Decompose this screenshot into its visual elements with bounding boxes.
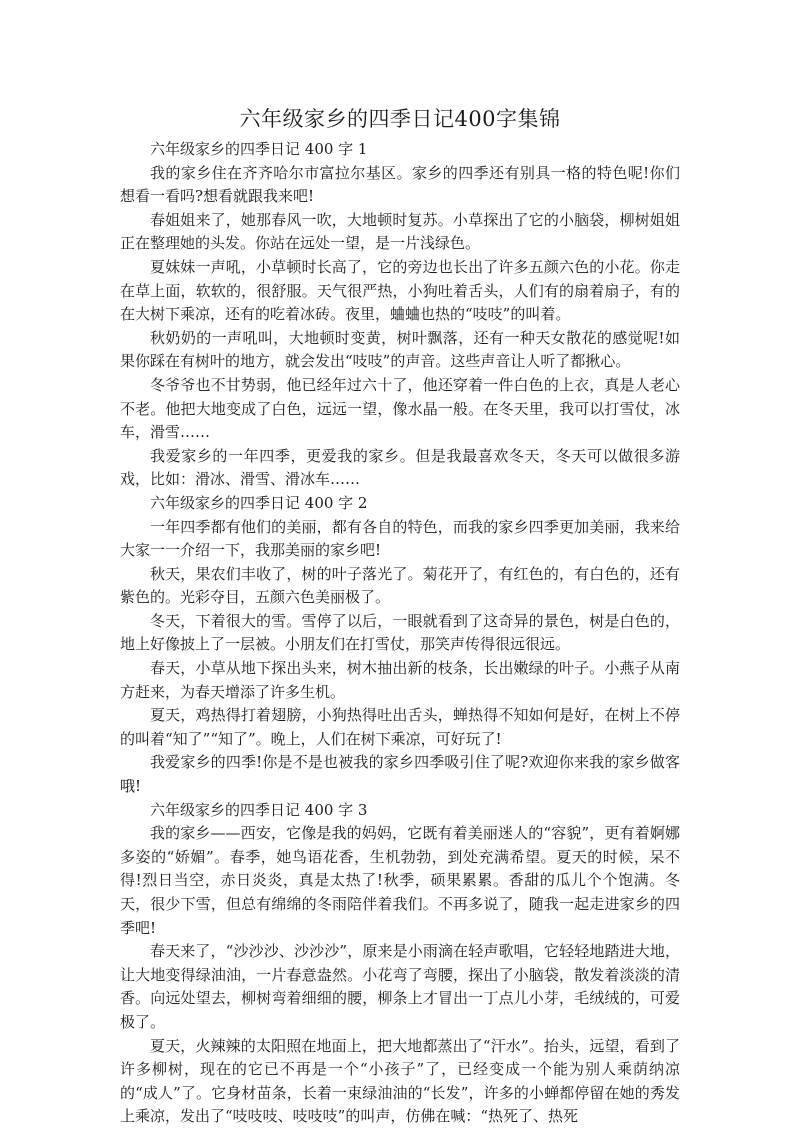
paragraph: 秋奶奶的一声吼叫，大地顿时变黄，树叶飘落，还有一种天女散花的感觉呢!如果你踩在有树叶的地方，就会发出“吱吱”的声音。这些声音让人听了都揪心。 [120,328,680,371]
paragraph: 夏天，火辣辣的太阳照在地面上，把大地都蒸出了“汗水”。抬头，远望，看到了许多柳树，现在的它已不再是一个“小孩子”了，已经变成一个能为别人乘荫纳凉的“成人”了。它身材苗条，长着一束绿油油的“长发”，许多的小蝉都停留在她的秀发上乘凉，发出了“吱吱吱、吱吱吱”的叫声，仿佛在喊：“热死了、热死 [120,1036,680,1126]
paragraph: 我的家乡住在齐齐哈尔市富拉尔基区。家乡的四季还有别具一格的特色呢!你们想看一看吗?想看就跟我来吧! [120,163,680,206]
paragraph: 夏天，鸡热得打着翅膀，小狗热得吐出舌头，蝉热得不知如何是好，在树上不停的叫着“知了”“知了”。晚上，人们在树下乘凉，可好玩了! [120,706,680,748]
essay-3 [120,799,680,1129]
document-page [120,104,680,1129]
paragraph: 夏妹妹一声吼，小草顿时长高了，它的旁边也长出了许多五颜六色的小花。你走在草上面，软软的，很舒服。天气很严热，小狗吐着舌头，人们有的扇着扇子，有的在大树下乘凉，还有的吃着冰砖。夜里，蛐蛐也热的“吱吱”的叫着。 [120,257,680,324]
paragraph: 我的家乡——西安，它像是我的妈妈，它既有着美丽迷人的“容貌”，更有着婀娜多姿的“娇媚”。春季，她鸟语花香，生机勃勃，到处充满希望。夏天的时候，呆不得!烈日当空，赤日炎炎，真是太热了!秋季，硕果累累。香甜的瓜儿个个饱满。冬天，很少下雪，但总有绵绵的冬雨陪伴着我们。不再多说了，随我一起走进家乡的四季吧! [120,824,680,937]
paragraph: 春天来了，“沙沙沙、沙沙沙”，原来是小雨滴在轻声歌唱，它轻轻地踏进大地，让大地变得绿油油，一片春意盎然。小花弯了弯腰，探出了小脑袋，散发着淡淡的清香。向远处望去，柳树弯着细细的腰，柳条上才冒出一丁点儿小芽，毛绒绒的，可爱极了。 [120,942,680,1031]
essay-2 [120,492,680,799]
paragraph: 春姐姐来了，她那春风一吹，大地顿时复苏。小草探出了它的小脑袋，柳树姐姐正在整理她的头发。你站在远处一望，是一片浅绿色。 [120,210,680,253]
paragraph: 秋天，果农们丰收了，树的叶子落光了。菊花开了，有红色的，有白色的，还有紫色的。光彩夺目，五颜六色美丽极了。 [120,564,680,607]
essay-heading: 六年级家乡的四季日记 400 字 1 [150,140,368,158]
essay-heading: 六年级家乡的四季日记 400 字 2 [150,493,368,512]
paragraph: 我爱家乡的四季!你是不是也被我的家乡四季吸引住了呢?欢迎你来我的家乡做客哦! [120,753,680,796]
paragraph: 我爱家乡的一年四季，更爱我的家乡。但是我最喜欢冬天，冬天可以做很多游戏，比如：滑冰、滑雪、滑冰车…… [120,446,680,489]
paragraph: 春天，小草从地下探出头来，树木抽出新的枝条，长出嫩绿的叶子。小燕子从南方赶来，为春天增添了许多生机。 [120,659,680,701]
paragraph: 冬天，下着很大的雪。雪停了以后，一眼就看到了这奇异的景色，树是白色的，地上好像披上了一层被。小朋友们在打雪仗，那笑声传得很远很远。 [120,611,680,654]
paragraph: 一年四季都有他们的美丽，都有各自的特色，而我的家乡四季更加美丽，我来给大家一一介绍一下，我那美丽的家乡吧! [120,517,680,560]
document-title: 六年级家乡的四季日记400字集锦 [239,107,561,131]
essay-1 [120,138,680,492]
essay-heading: 六年级家乡的四季日记 400 字 3 [150,800,368,819]
paragraph: 冬爷爷也不甘势弱，他已经年过六十了，他还穿着一件白色的上衣，真是人老心不老。他把大地变成了白色，远远一望，像水晶一般。在冬天里，我可以打雪仗，冰车，滑雪…… [120,375,680,442]
